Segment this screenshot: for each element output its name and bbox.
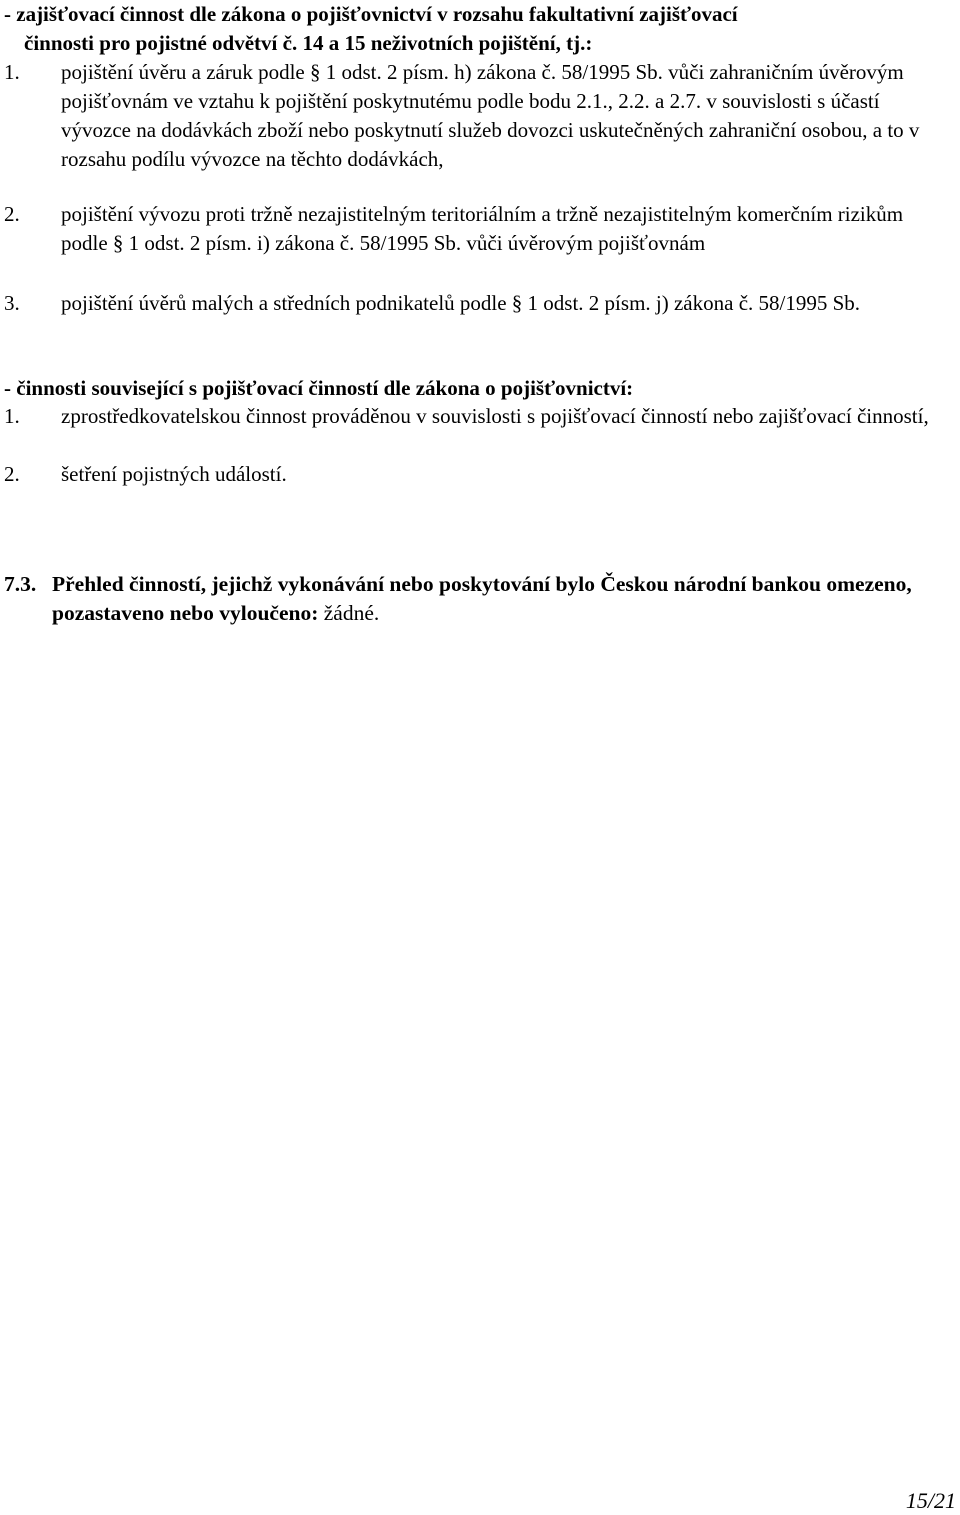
section-heading-line-1: - zajišťovací činnost dle zákona o pojišťovnictví v rozsahu fakultativní zajišťovací — [4, 2, 738, 26]
list-item-2 — [4, 200, 930, 258]
list-item-3 — [4, 289, 930, 318]
list-item-1 — [4, 58, 930, 174]
list-item-text: pojištění vývozu proti tržně nezajistitelným teritoriálním a tržně nezajistitelným komerčním rizikům podle § 1 odst. 2 písm. i) zákona č. 58/1995 Sb. vůči úvěrovým pojišťovnám — [61, 202, 904, 255]
list-item-number: 3. — [4, 291, 20, 315]
list-item-number: 1. — [4, 60, 20, 84]
list-item-2 — [4, 460, 930, 489]
section-number: 7.3. — [4, 572, 37, 596]
list-item-number: 1. — [4, 404, 20, 428]
page-number: 15/21 — [905, 1488, 956, 1513]
list-item-number: 2. — [4, 202, 20, 226]
section-value: žádné. — [323, 601, 380, 625]
list-item-1 — [4, 402, 930, 431]
list-item-text: šetření pojistných událostí. — [61, 462, 287, 486]
section-heading-reinsurance — [4, 0, 738, 58]
list-item-text: pojištění úvěru a záruk podle § 1 odst. 2 písm. h) zákona č. 58/1995 Sb. vůči zahraničním úvěrovým pojišťovnám ve vztahu k pojištění poskytnutému podle bodu 2.1., 2.2. a 2.7. v souvislosti s účastí vývozce na dodávkách zboží nebo poskytnutí služeb dovozci uskutečněných zahraniční osobou, a to v rozsahu podílu vývozce na těchto dodávkách, — [61, 60, 920, 171]
list-item-number: 2. — [4, 462, 20, 486]
section-title — [52, 570, 954, 628]
section-title-text: Přehled činností, jejichž vykonávání nebo poskytování bylo Českou národní bankou omezeno, pozastaveno nebo vyloučeno: — [52, 572, 912, 625]
section-7-3 — [4, 570, 954, 628]
list-item-text: pojištění úvěrů malých a středních podnikatelů podle § 1 odst. 2 písm. j) zákona č. 58/1995 Sb. — [61, 291, 861, 315]
list-item-text: zprostředkovatelskou činnost prováděnou v souvislosti s pojišťovací činností nebo zajišťovací činností, — [61, 404, 929, 428]
section-heading-related-activities: - činnosti související s pojišťovací činností dle zákona o pojišťovnictví: — [4, 376, 634, 400]
section-heading-line-2: činnosti pro pojistné odvětví č. 14 a 15 neživotních pojištění, tj.: — [24, 31, 593, 55]
